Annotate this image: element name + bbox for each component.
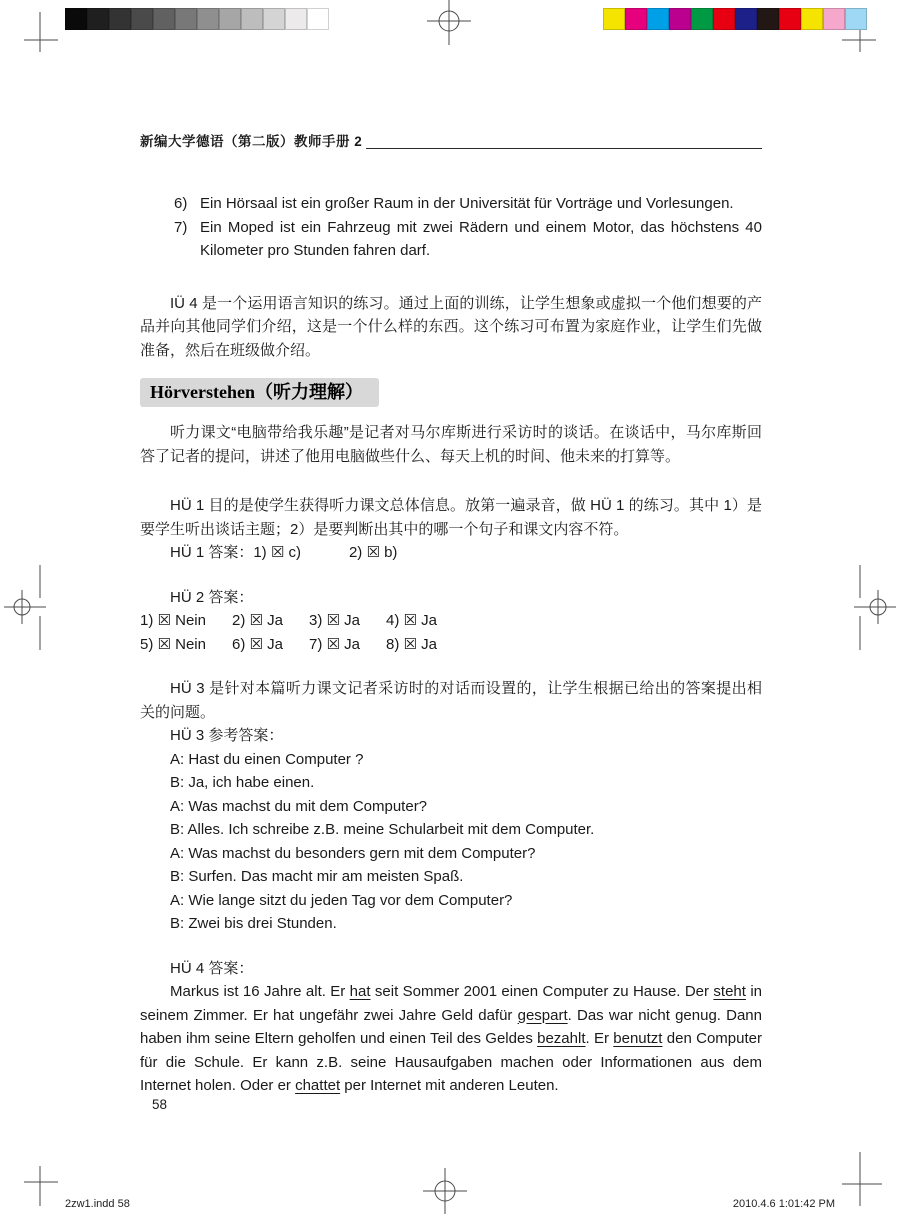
grayscale-calibration-bar <box>65 8 329 30</box>
underlined-word: benutzt <box>613 1030 663 1047</box>
list-item-7 <box>140 216 762 263</box>
list-text: Ein Hörsaal ist ein großer Raum in der Universität für Vorträge und Vorlesungen. <box>200 195 734 212</box>
section-heading-row <box>140 362 762 409</box>
page-header <box>140 130 762 150</box>
paragraph-hu1-intro: HÜ 1 目的是使学生获得听力课文总体信息。放第一遍录音，做 HÜ 1 的练习。其中 1）是要学生听出谈话主题；2）是要判断出其中的哪一个句子和课文内容不符。 <box>140 497 762 538</box>
calibration-swatch <box>625 8 647 30</box>
calibration-swatch <box>263 8 285 30</box>
dialog-line: A: Was machst du mit dem Computer? <box>170 797 428 815</box>
calibration-swatch <box>307 8 329 30</box>
dialog-line: A: Was machst du besonders gern mit dem Computer? <box>170 844 536 862</box>
header-rule <box>366 147 762 149</box>
calibration-swatch <box>801 8 823 30</box>
hu2-answer: 8) ☒ Ja <box>386 635 437 653</box>
paragraph-hu4-answer: Markus ist 16 Jahre alt. Er hat seit Sommer 2001 einen Computer zu Hause. Der steht in seinem Zimmer. Er hat ungefähr zwei Jahre Geld dafür gespart. Das war nicht genug. Dann haben ihm seine Eltern geholfen und einen Teil des Geldes bezahlt. Er benutzt den Computer für die Schule. Er kann z.B. seine Hausaufgaben machen oder Informationen aus dem Internet holen. Oder er chattet per Internet mit anderen Leuten. <box>140 983 762 1094</box>
underlined-word: bezahlt <box>537 1030 586 1047</box>
calibration-swatch <box>285 8 307 30</box>
calibration-swatch <box>175 8 197 30</box>
hu2-answer-row-1 <box>140 609 762 633</box>
underlined-word: hat <box>349 983 371 1000</box>
hu1-label: HÜ 1 答案： <box>170 544 254 561</box>
calibration-swatch <box>779 8 801 30</box>
section-heading: Hörverstehen（听力理解） <box>140 378 379 407</box>
paragraph-iu4: IÜ 4 是一个运用语言知识的练习。通过上面的训练，让学生想象或虚拟一个他们想要的产品并向其他同学们介绍，这是一个什么样的东西。这个练习可布置为家庭作业，让学生们先做准备，然后在班级做介绍。 <box>140 294 762 359</box>
hu3-label: HÜ 3 参考答案： <box>170 727 284 744</box>
dialog-line: B: Ja, ich habe einen. <box>170 774 315 791</box>
list-text: Ein Moped ist ein Fahrzeug mit zwei Rädern und einem Motor, das höchstens 40 Kilometer pro Stunden fahren darf. <box>200 218 762 259</box>
hu1-answer: 1) ☒ c) <box>253 544 301 561</box>
calibration-swatch <box>109 8 131 30</box>
calibration-swatch <box>241 8 263 30</box>
imprint-timestamp: 2010.4.6 1:01:42 PM <box>732 1198 835 1210</box>
calibration-swatch <box>735 8 757 30</box>
calibration-swatch <box>691 8 713 30</box>
hu2-answer: 3) ☒ Ja <box>309 612 360 629</box>
dialog-line: B: Alles. Ich schreibe z.B. meine Schularbeit mit dem Computer. <box>170 821 595 838</box>
page-number: 58 <box>152 1097 168 1112</box>
calibration-swatch <box>669 8 691 30</box>
hu2-answer-row-2 <box>140 633 762 657</box>
calibration-swatch <box>65 8 87 30</box>
hu3-dialog <box>140 748 762 936</box>
dialog-line: B: Zwei bis drei Stunden. <box>170 915 337 932</box>
hu2-label: HÜ 2 答案： <box>170 588 254 606</box>
hu1-answers <box>253 544 445 561</box>
calibration-swatch <box>845 8 867 30</box>
hu1-answer-line <box>140 541 762 565</box>
hu2-answer: 1) ☒ Nein <box>140 612 206 629</box>
list-number: 7) <box>174 218 188 236</box>
hu2-answer: 6) ☒ Ja <box>232 635 283 653</box>
dialog-line: A: Wie lange sitzt du jeden Tag vor dem Computer? <box>170 891 513 909</box>
hu2-answer: 2) ☒ Ja <box>232 612 283 629</box>
dialog-line: A: Hast du einen Computer ? <box>170 750 364 768</box>
underlined-word: steht <box>713 983 746 1000</box>
page-content <box>140 192 762 1098</box>
paragraph-listening-intro: 听力课文“电脑带给我乐趣”是记者对马尔库斯进行采访时的谈话。在谈话中，马尔库斯回答了记者的提问，讲述了他用电脑做些什么、每天上机的时间、他未来的打算等。 <box>140 424 762 465</box>
imprint-filename: 2zw1.indd 58 <box>65 1198 130 1210</box>
hu2-answer: 4) ☒ Ja <box>386 612 437 629</box>
calibration-swatch <box>757 8 779 30</box>
calibration-swatch <box>647 8 669 30</box>
color-calibration-bar <box>603 8 867 30</box>
calibration-swatch <box>131 8 153 30</box>
hu4-label: HÜ 4 答案： <box>170 959 254 977</box>
calibration-swatch <box>713 8 735 30</box>
calibration-swatch <box>197 8 219 30</box>
list-item-6 <box>140 192 762 216</box>
hu2-answer: 5) ☒ Nein <box>140 635 206 653</box>
underlined-word: gespart <box>517 1006 568 1024</box>
calibration-swatch <box>603 8 625 30</box>
book-title: 新编大学德语（第二版）教师手册 2 <box>140 134 363 149</box>
dialog-line: B: Surfen. Das macht mir am meisten Spaß. <box>170 868 464 885</box>
hu1-answer: 2) ☒ b) <box>348 544 398 561</box>
list-number: 6) <box>174 195 188 212</box>
calibration-swatch <box>219 8 241 30</box>
paragraph-hu3-intro: HÜ 3 是针对本篇听力课文记者采访时的对话而设置的，让学生根据已给出的答案提出相关的问题。 <box>140 680 762 721</box>
hu2-answer: 7) ☒ Ja <box>309 635 360 653</box>
underlined-word: chattet <box>295 1077 341 1094</box>
calibration-swatch <box>153 8 175 30</box>
calibration-swatch <box>823 8 845 30</box>
calibration-swatch <box>87 8 109 30</box>
